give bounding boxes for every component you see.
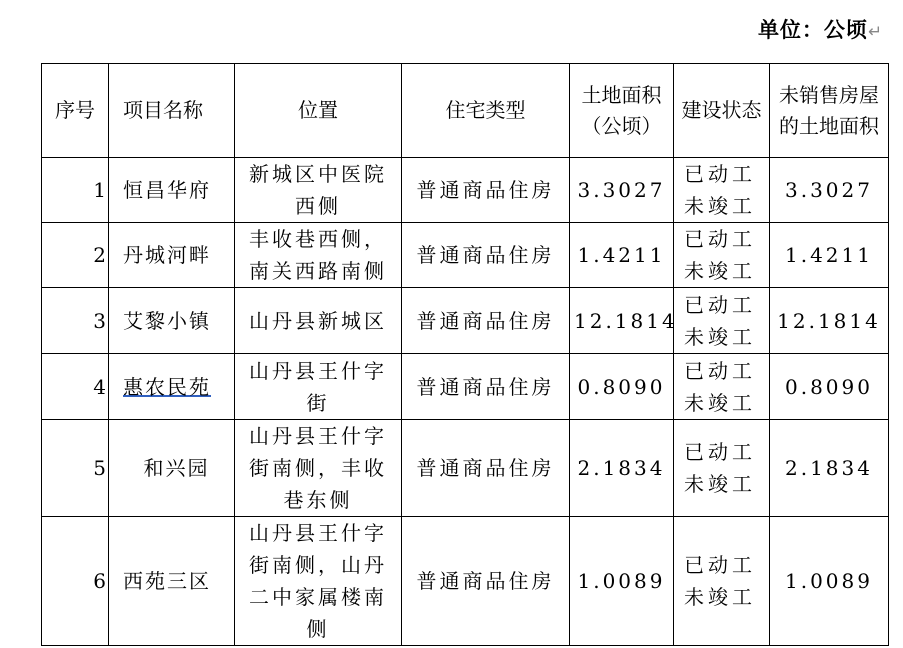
cell-location: 山丹县王什字街南侧，丰收巷东侧 [235,420,402,517]
cell-name: 恒昌华府 [109,158,235,223]
cell-unsold-area: 0.8090 [770,354,889,420]
cell-unsold-area: 3.3027 [770,158,889,223]
cell-location: 新城区中医院西侧 [235,158,402,223]
table-header-row [42,64,889,158]
cell-land-area: 1.4211 [570,223,674,288]
cell-status: 已动工未竣工 [674,420,770,517]
cell-status: 已动工未竣工 [674,517,770,646]
cell-land-area: 0.8090 [570,354,674,420]
cell-status: 已动工未竣工 [674,288,770,354]
cell-unsold-area: 1.0089 [770,517,889,646]
unit-label: 单位：公顷↵ [757,18,883,42]
header-land-area: 土地面积（公顷） [570,64,674,158]
cell-type: 普通商品住房 [402,517,570,646]
cell-no: 1 [42,158,109,223]
cell-location: 丰收巷西侧，南关西路南侧 [235,223,402,288]
cell-type: 普通商品住房 [402,158,570,223]
table-row [42,420,889,517]
cell-type: 普通商品住房 [402,288,570,354]
cell-no: 3 [42,288,109,354]
header-no: 序号 [42,64,109,158]
table-row [42,354,889,420]
housing-land-table [41,63,889,646]
table-row [42,288,889,354]
cell-location: 山丹县王什字街 [235,354,402,420]
cell-land-area: 2.1834 [570,420,674,517]
cell-name: 西苑三区 [109,517,235,646]
cell-land-area: 1.0089 [570,517,674,646]
cell-status: 已动工未竣工 [674,223,770,288]
paragraph-mark: ↵ [867,21,883,41]
table-row [42,223,889,288]
header-status: 建设状态 [674,64,770,158]
cell-status: 已动工未竣工 [674,354,770,420]
header-name: 项目名称 [109,64,235,158]
cell-unsold-area: 2.1834 [770,420,889,517]
header-unsold-area: 未销售房屋的土地面积 [770,64,889,158]
cell-no: 6 [42,517,109,646]
cell-type: 普通商品住房 [402,420,570,517]
cell-no: 5 [42,420,109,517]
table-row [42,158,889,223]
cell-type: 普通商品住房 [402,223,570,288]
cell-no: 2 [42,223,109,288]
cell-no: 4 [42,354,109,420]
cell-type: 普通商品住房 [402,354,570,420]
header-type: 住宅类型 [402,64,570,158]
cell-land-area: 12.1814 [570,288,674,354]
cell-unsold-area: 12.1814 [770,288,889,354]
cell-unsold-area: 1.4211 [770,223,889,288]
cell-location: 山丹县新城区 [235,288,402,354]
cell-name: 和兴园 [109,420,235,517]
table-row [42,517,889,646]
header-location: 位置 [235,64,402,158]
cell-name: 艾黎小镇 [109,288,235,354]
cell-name: 丹城河畔 [109,223,235,288]
cell-status: 已动工未竣工 [674,158,770,223]
cell-location: 山丹县王什字街南侧，山丹二中家属楼南侧 [235,517,402,646]
cell-land-area: 3.3027 [570,158,674,223]
cell-name: 惠农民苑 [109,354,235,420]
